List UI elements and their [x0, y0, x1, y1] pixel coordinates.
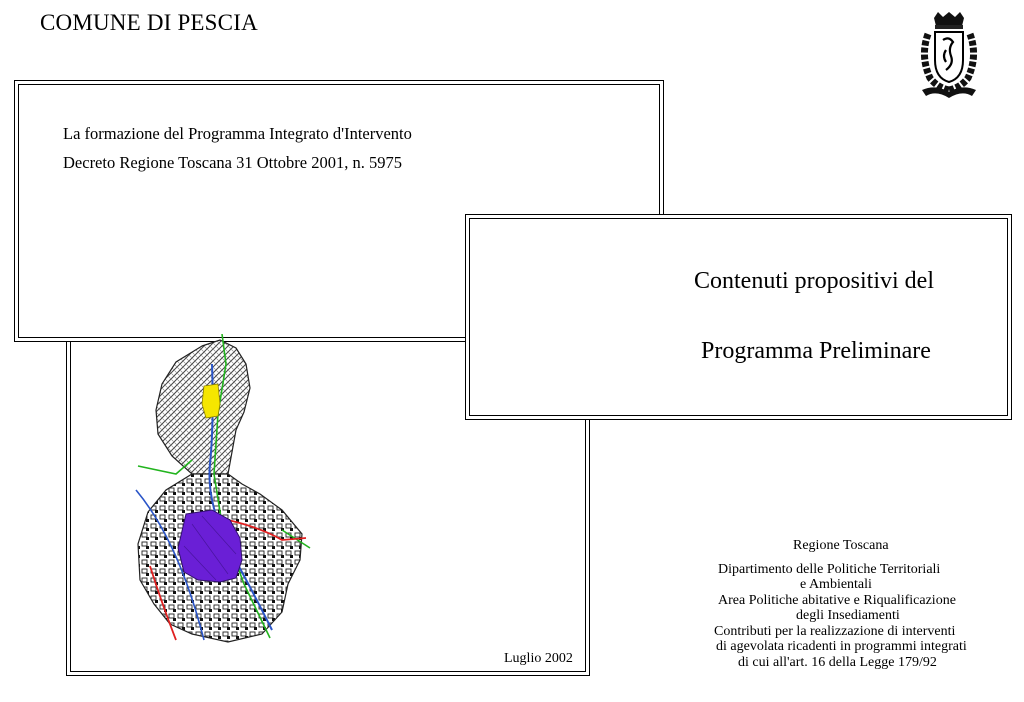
credit-line: Regione Toscana — [793, 538, 889, 553]
subject-heading-line-1: Contenuti propositivi del — [694, 268, 934, 294]
credit-line: Contributi per la realizzazione di interventi — [714, 623, 956, 639]
credit-line: di agevolata ricadenti in programmi integrati — [716, 639, 967, 654]
credit-line: e Ambientali — [800, 577, 872, 592]
credit-line: Area Politiche abitative e Riqualificazione — [718, 592, 956, 608]
subject-frame — [465, 214, 1012, 420]
decree-reference: Decreto Regione Toscana 31 Ottobre 2001, n. 5975 — [63, 153, 402, 172]
credit-line: di cui all'art. 16 della Legge 179/92 — [738, 654, 937, 670]
coat-of-arms-icon — [918, 12, 980, 98]
page-title: COMUNE DI PESCIA — [40, 10, 258, 35]
municipal-territory-map-icon — [132, 334, 312, 652]
program-title: La formazione del Programma Integrato d'Intervento — [63, 124, 412, 143]
historic-center-zone — [202, 384, 220, 418]
credits-block — [700, 538, 1020, 670]
credit-line: Dipartimento delle Politiche Territoriali — [718, 561, 941, 577]
subject-heading-line-2: Programma Preliminare — [701, 338, 931, 364]
credit-line: degli Insediamenti — [796, 608, 900, 623]
publication-date: Luglio 2002 — [504, 651, 573, 666]
